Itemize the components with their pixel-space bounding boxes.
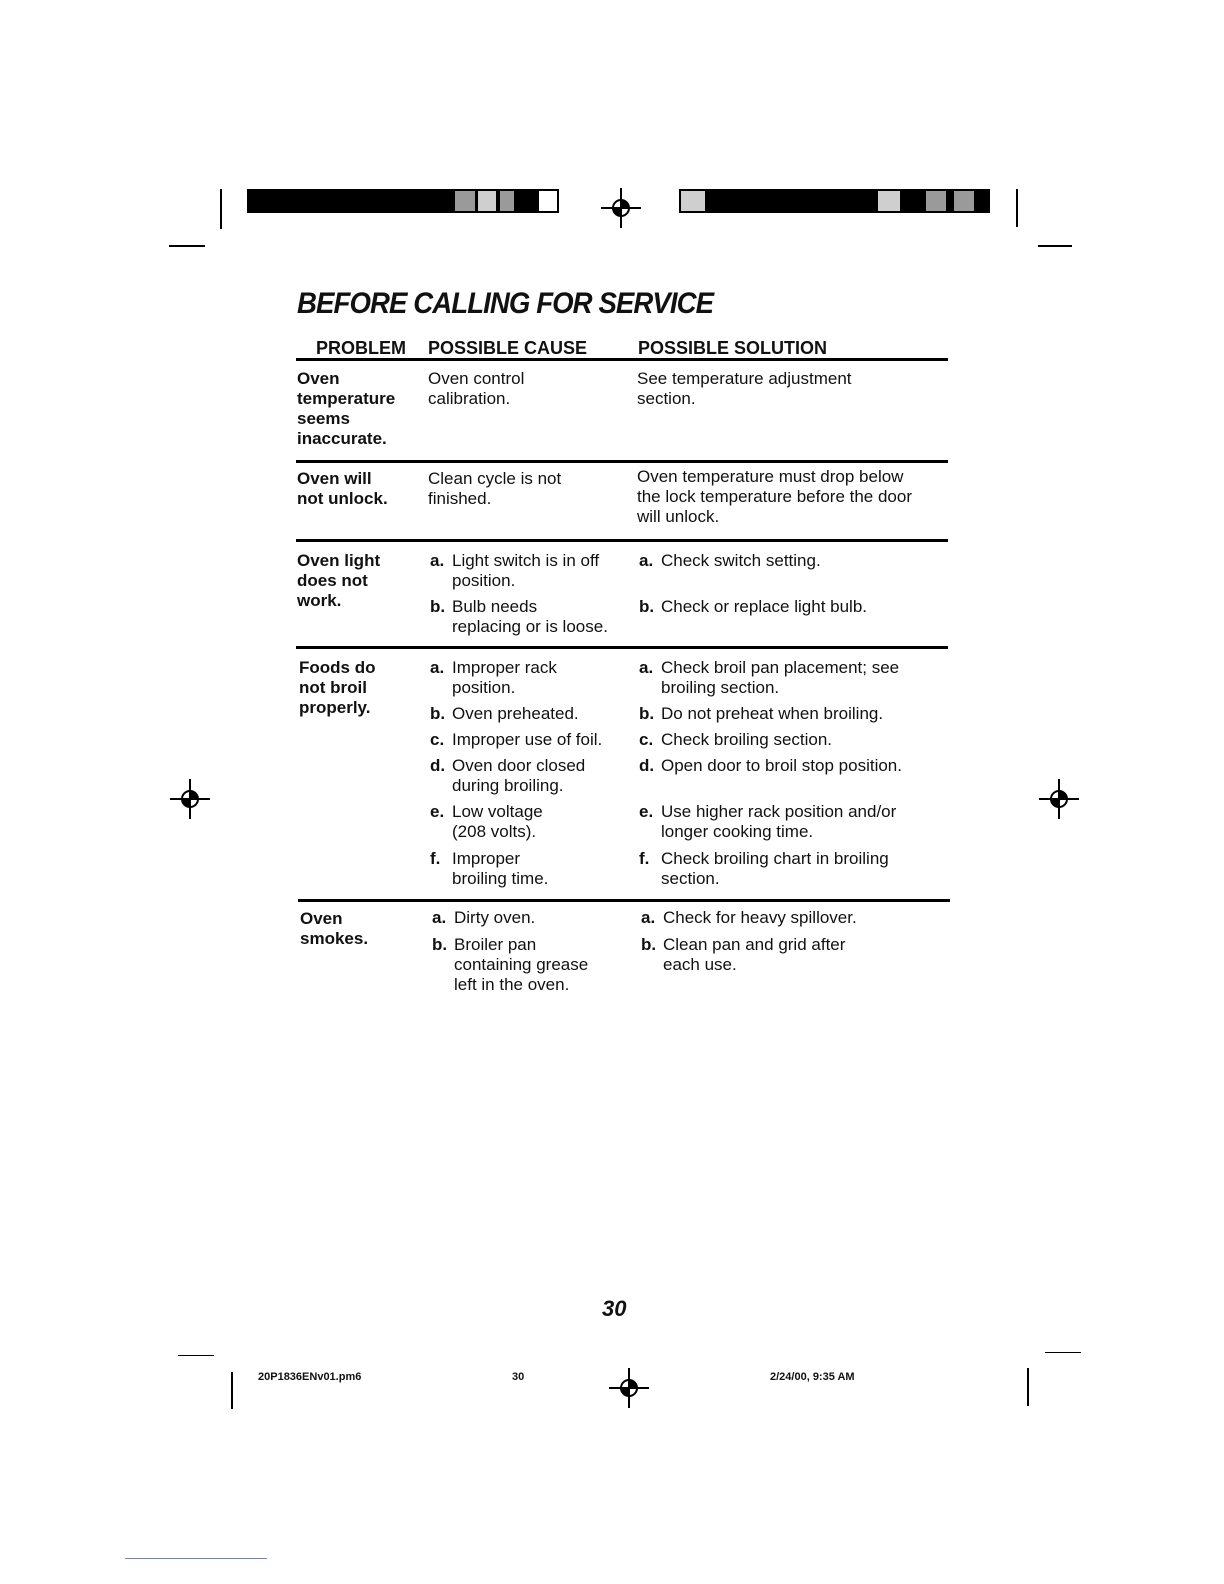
problem-line: Oven	[297, 369, 340, 388]
item-letter: a.	[639, 551, 654, 570]
solution-line: Use higher rack position and/or	[661, 802, 897, 821]
cause-line: replacing or is loose.	[452, 617, 608, 636]
solution-line: Oven temperature must drop below	[637, 467, 904, 486]
crop-mark	[1016, 189, 1018, 227]
solution-line: section.	[661, 869, 720, 888]
item-letter: b.	[430, 597, 446, 616]
item-letter: d.	[430, 756, 446, 775]
solution-item	[641, 908, 857, 928]
cause-item	[430, 756, 585, 796]
solution-line: Check for heavy spillover.	[663, 908, 857, 927]
cause-item	[430, 597, 608, 637]
header-possible-solution: POSSIBLE SOLUTION	[638, 338, 828, 358]
solution-line: each use.	[663, 955, 737, 974]
solution-line: Check or replace light bulb.	[661, 597, 868, 616]
row-rule	[296, 539, 948, 542]
item-letter: a.	[432, 908, 447, 927]
cause-line: during broiling.	[452, 776, 564, 795]
color-bar-swatch	[478, 191, 496, 211]
problem-cell	[300, 909, 368, 949]
cause-line: Dirty oven.	[454, 908, 536, 927]
cause-line: Oven control	[428, 369, 525, 388]
cause-cell	[428, 469, 561, 509]
problem-cell	[297, 551, 380, 611]
blue-underline-mark	[125, 1558, 267, 1559]
row-rule	[296, 460, 948, 463]
registration-mark-icon	[1039, 779, 1079, 819]
crop-mark	[231, 1372, 233, 1409]
cause-item	[430, 704, 579, 724]
color-bar-swatch	[954, 191, 974, 211]
problem-line: not unlock.	[297, 489, 388, 508]
item-letter: e.	[430, 802, 445, 821]
cause-item	[432, 935, 588, 995]
solution-line: broiling section.	[661, 678, 780, 697]
cause-item	[430, 730, 602, 750]
header-rule	[296, 358, 948, 361]
solution-line: longer cooking time.	[661, 822, 814, 841]
item-letter: f.	[639, 849, 650, 868]
item-letter: a.	[430, 658, 445, 677]
cause-line: Improper	[452, 849, 521, 868]
problem-cell	[297, 469, 388, 509]
solution-line: Do not preheat when broiling.	[661, 704, 884, 723]
cause-line: finished.	[428, 489, 492, 508]
item-letter: d.	[639, 756, 655, 775]
cause-line: Clean cycle is not	[428, 469, 562, 488]
problem-line: work.	[297, 591, 342, 610]
solution-cell	[637, 369, 852, 409]
cause-line: left in the oven.	[454, 975, 570, 994]
footer-page: 30	[512, 1371, 525, 1383]
item-letter: a.	[641, 908, 656, 927]
item-letter: a.	[430, 551, 445, 570]
solution-line: the lock temperature before the door	[637, 487, 912, 506]
solution-item	[639, 658, 899, 698]
solution-line: See temperature adjustment	[637, 369, 852, 388]
problem-cell	[297, 369, 395, 449]
cause-line: position.	[452, 678, 516, 697]
solution-line: will unlock.	[637, 507, 720, 526]
cause-item	[432, 908, 535, 928]
solution-line: Clean pan and grid after	[663, 935, 846, 954]
cause-line: Improper rack	[452, 658, 557, 677]
item-letter: b.	[639, 597, 655, 616]
item-letter: b.	[430, 704, 446, 723]
solution-item	[641, 935, 845, 975]
crop-mark	[178, 1355, 214, 1356]
registration-mark-icon	[601, 188, 641, 228]
cause-line: position.	[452, 571, 516, 590]
color-bar-swatch	[537, 189, 559, 213]
cause-line: Broiler pan	[454, 935, 537, 954]
crop-mark	[220, 189, 222, 229]
cause-line: Bulb needs	[452, 597, 538, 616]
header-problem: PROBLEM	[316, 338, 406, 358]
solution-item	[639, 756, 902, 776]
color-bar-swatch	[681, 191, 705, 211]
registration-mark-icon	[170, 779, 210, 819]
cause-item	[430, 551, 599, 591]
cause-item	[430, 658, 557, 698]
header-possible-cause: POSSIBLE CAUSE	[428, 338, 588, 358]
row-rule	[296, 646, 948, 649]
solution-item	[639, 849, 889, 889]
problem-line: Oven will	[297, 469, 372, 488]
solution-line: Check broiling section.	[661, 730, 833, 749]
crop-mark	[1027, 1368, 1029, 1406]
solution-line: Check switch setting.	[661, 551, 821, 570]
cause-line: containing grease	[454, 955, 589, 974]
problem-line: does not	[297, 571, 368, 590]
item-letter: c.	[639, 730, 654, 749]
cause-line: Oven door closed	[452, 756, 586, 775]
color-bar-swatch	[926, 191, 946, 211]
color-bar-swatch	[878, 191, 900, 211]
cause-item	[430, 849, 548, 889]
page-title: BEFORE CALLING FOR SERVICE	[297, 287, 714, 320]
cause-line: Improper use of foil.	[452, 730, 603, 749]
item-letter: b.	[641, 935, 657, 954]
problem-cell	[299, 658, 375, 718]
solution-line: Check broil pan placement; see	[661, 658, 900, 677]
cause-line: broiling time.	[452, 869, 549, 888]
problem-line: not broil	[299, 678, 367, 697]
crop-mark	[1038, 245, 1072, 247]
problem-line: inaccurate.	[297, 429, 387, 448]
cause-line: Light switch is in off	[452, 551, 600, 570]
solution-line: section.	[637, 389, 696, 408]
item-letter: e.	[639, 802, 654, 821]
footer-filename: 20P1836ENv01.pm6	[258, 1371, 362, 1383]
solution-item	[639, 704, 883, 724]
cause-line: Oven preheated.	[452, 704, 579, 723]
registration-mark-icon	[609, 1368, 649, 1408]
item-letter: b.	[639, 704, 655, 723]
cause-line: (208 volts).	[452, 822, 537, 841]
cause-item	[430, 802, 543, 842]
row-rule	[298, 899, 950, 902]
crop-mark	[1045, 1352, 1081, 1353]
color-bar-swatch	[500, 191, 514, 211]
problem-line: properly.	[299, 698, 371, 717]
problem-line: smokes.	[300, 929, 369, 948]
problem-line: temperature	[297, 389, 396, 408]
problem-line: Foods do	[299, 658, 376, 677]
solution-line: Check broiling chart in broiling	[661, 849, 889, 868]
problem-line: Oven	[300, 909, 343, 928]
solution-item	[639, 802, 896, 842]
problem-line: seems	[297, 409, 350, 428]
cause-line: Low voltage	[452, 802, 543, 821]
page-number: 30	[602, 1296, 627, 1321]
solution-item	[639, 597, 867, 617]
solution-cell	[637, 467, 912, 527]
solution-item	[639, 551, 821, 571]
cause-line: calibration.	[428, 389, 511, 408]
solution-item	[639, 730, 832, 750]
footer-date: 2/24/00, 9:35 AM	[770, 1371, 855, 1383]
color-bar-swatch	[455, 191, 475, 211]
item-letter: c.	[430, 730, 445, 749]
solution-line: Open door to broil stop position.	[661, 756, 902, 775]
problem-line: Oven light	[297, 551, 381, 570]
item-letter: a.	[639, 658, 654, 677]
crop-mark	[169, 245, 205, 247]
cause-cell	[428, 369, 524, 409]
item-letter: f.	[430, 849, 441, 868]
item-letter: b.	[432, 935, 448, 954]
